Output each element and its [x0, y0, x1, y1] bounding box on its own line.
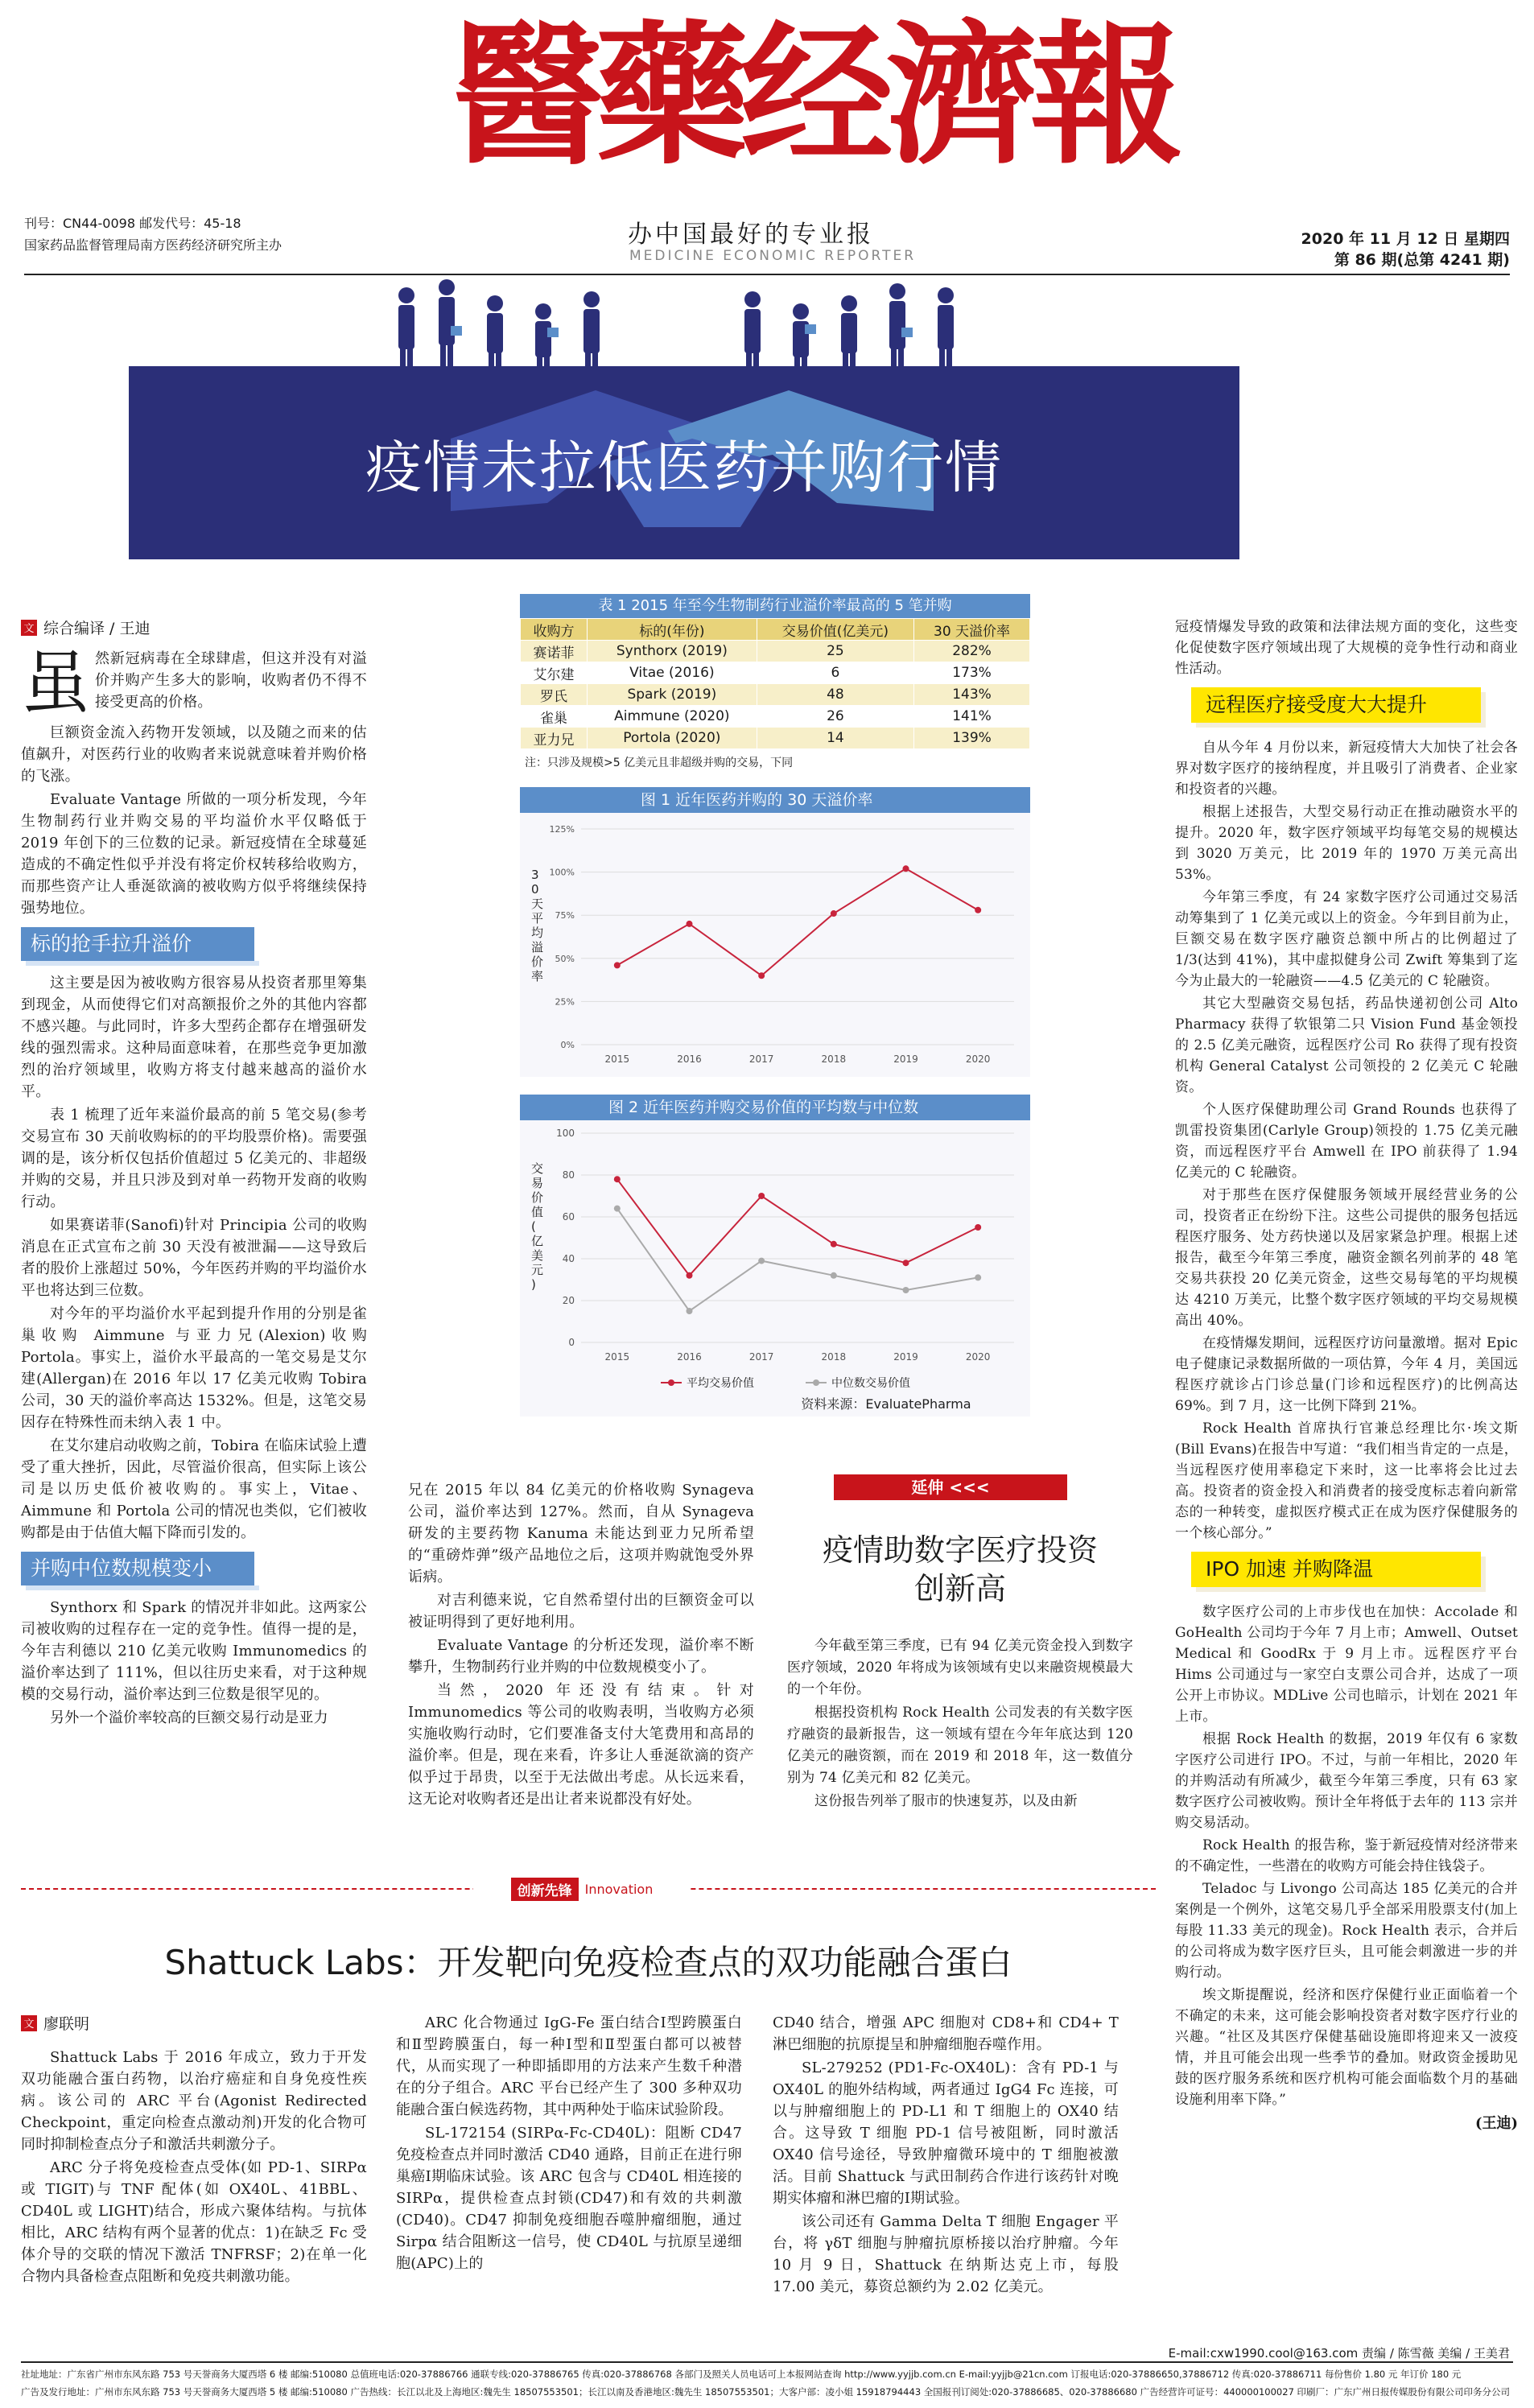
y-axis-label: 3 0 天平均溢价率	[531, 868, 544, 983]
x-tick-label: 2019	[893, 1351, 918, 1363]
lead-paragraph: 然新冠病毒在全球肆虐，但这并没有对溢价并购产生多大的影响，收购者仍不得不接受更高的价格。	[95, 650, 367, 711]
table-1-title: 表 1 2015 年至今生物制药行业溢价率最高的 5 笔并购	[520, 594, 1030, 618]
y-tick-label: 100%	[549, 867, 575, 878]
innovation-paragraph: Shattuck Labs 于 2016 年成立，致力于开发双功能融合蛋白药物，以治疗癌症和自身免疫性疾病。该公司的 ARC 平台(Agonist Redirected Checkpoint，重定向检查点激动剂)开发的化合物可同时抑制检查点分子和激活共刺激分子。	[21, 2049, 367, 2153]
table-header: 收购方	[521, 619, 588, 641]
table-cell: 48	[757, 684, 913, 706]
extension-paragraph: 根据上述报告，大型交易行动正在推动融资水平的提升。2020 年，数字医疗领域平均每笔交易的规模达到 3020 万美元，比 2019 年的 1970 万美元高出 53%。	[1175, 804, 1518, 883]
hero-banner	[129, 278, 1239, 588]
extension-paragraph: 冠疫情爆发导致的政策和法律法规方面的变化，这些变化促使数字医疗领域出现了大规模的竞争性行动和商业性活动。	[1175, 619, 1518, 677]
y-axis-label: 交易价值(亿美元)	[531, 1161, 544, 1292]
data-point	[614, 962, 621, 968]
data-point	[687, 1308, 693, 1314]
data-point	[903, 865, 909, 872]
x-tick-label: 2018	[821, 1351, 847, 1363]
table-1-note: 注：只涉及规模>5 亿美元且非超级并购的交易，下同	[520, 749, 1030, 775]
y-tick-label: 80	[562, 1169, 575, 1181]
x-tick-label: 2018	[821, 1054, 847, 1065]
table-cell: 赛诺菲	[521, 641, 588, 662]
lead-column-2	[408, 1479, 754, 1812]
lead-column-1	[21, 616, 367, 1730]
extension-column-right	[1175, 616, 1518, 2133]
section-heading-ipo: IPO 加速 并购降温	[1191, 1552, 1481, 1587]
chart-2	[520, 1095, 1030, 1416]
y-tick-label: 0	[568, 1337, 575, 1348]
y-tick-label: 75%	[555, 910, 575, 922]
section-heading-premium: 标的抢手拉升溢价	[21, 927, 254, 961]
data-point	[758, 1258, 765, 1264]
issue-date: 2020 年 11 月 12 日 星期四	[1301, 230, 1510, 248]
chart-2-plot	[520, 1120, 1030, 1416]
innovation-headline: Shattuck Labs：开发靶向免疫检查点的双功能融合蛋白	[164, 1943, 1012, 1982]
slogan: 办中国最好的专业报	[628, 221, 874, 249]
x-tick-label: 2017	[748, 1351, 774, 1363]
innovation-paragraph: CD40 结合，增强 APC 细胞对 CD8+和 CD4+ T 淋巴细胞的抗原提呈和肿瘤细胞吞噬作用。	[773, 2014, 1119, 2053]
lead-paragraph: Evaluate Vantage 的分析还发现，溢价率不断攀升，生物制药行业并购的中位数规模变小了。	[408, 1637, 754, 1676]
byline-author: 廖联明	[43, 2015, 90, 2033]
innovation-tag-box	[473, 1877, 691, 1901]
chart-2-title: 图 2 近年医药并购交易价值的平均数与中位数	[520, 1095, 1030, 1120]
hero-headline: 疫情未拉低医药并购行情	[365, 435, 1003, 501]
table-cell: 雀巢	[521, 706, 588, 728]
extension-paragraph: 根据 Rock Health 的数据，2019 年仅有 6 家数字医疗公司进行 IPO。不过，与前一年相比，2020 年的并购活动有所减少，截至今年第三季度，只有 63 家数字医疗公司被收购。预计全年将低于去年的 113 宗并购交易活动。	[1175, 1731, 1518, 1831]
innovation-tag-en: Innovation	[584, 1881, 654, 1897]
innovation-column-1	[21, 2012, 367, 2289]
byline-author: 综合编译 / 王迪	[43, 620, 151, 637]
table-cell: 139%	[914, 728, 1030, 749]
lead-paragraph: 另外一个溢价率较高的巨额交易行动是亚力	[50, 1709, 328, 1726]
y-tick-label: 100	[556, 1128, 575, 1139]
issue-number: 第 86 期(总第 4241 期)	[1334, 251, 1510, 269]
y-tick-label: 20	[562, 1295, 575, 1306]
legend-marker	[813, 1379, 819, 1386]
table-cell: 25	[757, 641, 913, 662]
data-point	[758, 1193, 765, 1199]
table-cell: 14	[757, 728, 913, 749]
table-header: 30 天溢价率	[914, 619, 1030, 641]
table-header: 交易价值(亿美元)	[757, 619, 913, 641]
table-cell: Aimmune (2020)	[587, 706, 757, 728]
chart-1-title: 图 1 近年医药并购的 30 天溢价率	[520, 787, 1030, 813]
y-tick-label: 0%	[560, 1040, 575, 1050]
chart-source: 资料来源：EvaluatePharma	[801, 1396, 971, 1412]
extension-paragraph: Rock Health 的报告称，鉴于新冠疫情对经济带来的不确定性，一些潜在的收购方可能会持住钱袋子。	[1175, 1837, 1518, 1874]
table-cell: Spark (2019)	[587, 684, 757, 706]
extension-paragraph: 根据投资机构 Rock Health 公司发表的有关数字医疗融资的最新报告，这一领域有望在今年年底达到 120 亿美元的融资额，而在 2019 和 2018 年，这一数值分别为 74 亿美元和 82 亿美元。	[787, 1705, 1133, 1786]
extension-paragraph: 数字医疗公司的上市步伐也在加快：Accolade 和 GoHealth 公司均于今年 7 月上市；Amwell、Outset Medical 和 GoodRx 于 9 月上市。远程医疗平台 Hims 公司通过与一家空白支票公司合并，达成了一项公开上市协议。MDLive 公司也暗示，计划在 2021 年上市。	[1175, 1604, 1518, 1725]
footer-rule	[21, 2361, 1513, 2363]
table-cell: 141%	[914, 706, 1030, 728]
y-tick-label: 60	[562, 1211, 575, 1223]
footer-line-1: 社址地址：广东省广州市东风东路 753 号天誉商务大厦西塔 6 楼 邮编:510080 总值班电话:020-37886766 通联专线:020-37886765 传真:020-37886768 各部门及照关人员电话可上本报网站查询 http://www.yyjjb.com.cn E-mail:yyjjb@21cn.com 订报电话:020-37886650,37886712 传真:020-37886711 每份售价 1.80 元 年订价 180 元	[21, 2369, 1462, 2380]
table-header: 标的(年份)	[587, 619, 757, 641]
masthead-title: 醫藥经濟報	[451, 6, 1176, 185]
table-cell: 173%	[914, 662, 1030, 684]
series-line	[617, 1209, 978, 1311]
legend-label: 平均交易价值	[687, 1377, 754, 1390]
legend-label: 中位数交易价值	[831, 1377, 910, 1390]
extension-paragraph: Teladoc 与 Livongo 公司高达 185 亿美元的合并案例是一个例外，这笔交易几乎全部采用股票支付(加上每股 11.33 美元的现金)。Rock Health 表示，合并后的公司将成为数字医疗巨头，且可能会刺激进一步的并购行动。	[1175, 1881, 1518, 1981]
data-point	[975, 1224, 981, 1231]
extension-paragraph: 其它大型融资交易包括，药品快递初创公司 Alto Pharmacy 获得了软银第二只 Vision Fund 基金领投的 2.5 亿美元融资，远程医疗公司 Ro 获得了现有投资机构 General Catalyst 公司领投的 2 亿美元 C 轮融资。	[1175, 996, 1518, 1095]
y-tick-label: 50%	[555, 953, 575, 964]
y-tick-label: 40	[562, 1253, 575, 1264]
section-heading-telehealth: 远程医疗接受度大大提升	[1191, 687, 1481, 723]
byline-tag: 文	[21, 620, 37, 636]
lead-paragraph: 在艾尔建启动收购之前，Tobira 在临床试验上遭受了重大挫折，因此，尽管溢价很高，但实际上该公司是以历史低价被收购的。事实上，Vitae、Aimmune 和 Portola 公司的情况也类似，它们被收购都是由于估值大幅下降而引发的。	[21, 1437, 367, 1541]
data-point	[687, 921, 693, 927]
table-cell: Vitae (2016)	[587, 662, 757, 684]
lead-byline	[21, 616, 367, 638]
x-tick-label: 2015	[604, 1054, 630, 1065]
table-row	[521, 641, 1030, 662]
x-tick-label: 2016	[677, 1054, 702, 1065]
data-point	[831, 1272, 837, 1279]
table-cell: 亚力兄	[521, 728, 588, 749]
data-point	[614, 1176, 621, 1182]
y-tick-label: 125%	[549, 824, 575, 835]
extension-author: (王迪)	[1474, 2115, 1518, 2132]
byline-tag: 文	[21, 2015, 37, 2031]
data-point	[614, 1206, 621, 1212]
extension-paragraph: 埃文斯提醒说，经济和医疗保健行业正面临着一个不确定的未来，这可能会影响投资者对数字医疗行业的兴趣。“社区及其医疗保健基础设施即将迎来又一波疫情，并且可能会出现一些季节的叠加。财政资金援助见鼓的医疗服务系统和医疗机构可能会面临数个月的基础设施利用率下降。”	[1175, 1987, 1518, 2108]
lead-paragraph: 巨额资金流入药物开发领域，以及随之而来的估值飙升，对医药行业的收购者来说就意味着并购价格的飞涨。	[21, 724, 367, 785]
innovation-paragraph: SL-279252 (PD1-Fc-OX40L)：含有 PD-1 与 OX40L 的胞外结构域，两者通过 IgG4 Fc 连接，可以与肿瘤细胞上的 PD-L1 和 T 细胞上的 OX40 结合。这导致 T 细胞 PD-1 信号被阻断，同时激活 OX40 信号途径，导致肿瘤微环境中的 T 细胞被激活。目前 Shattuck 与武田制药合作进行该药针对晚期实体瘤和淋巴瘤的Ⅰ期试验。	[773, 2060, 1119, 2207]
extension-paragraph: 对于那些在医疗保健服务领域开展经营业务的公司，投资者正在纷纷下注。这些公司提供的服务包括远程医疗服务、处方药快递以及居家紧急护理。根据上述报告，截至今年第三季度，融资金额名列前茅的 48 笔交易共获投 20 亿美元资金，这些交易每笔的平均规模达 4210 万美元，比整个数字医疗领域的平均交易规模高出 40%。	[1175, 1187, 1518, 1329]
masthead	[0, 0, 1534, 278]
table-row	[521, 728, 1030, 749]
x-tick-label: 2015	[604, 1351, 630, 1363]
table-1-grid	[520, 618, 1030, 749]
data-point	[903, 1260, 909, 1266]
innovation-paragraph: ARC 分子将免疫检查点受体(如 PD-1、SIRPα 或 TIGIT)与 TNF 配体(如 OX40L、41BBL、CD40L 或 LIGHT)结合，形成六聚体结构。与抗体相比，ARC 结构有两个显著的优点：1)在缺乏 Fc 受体介导的交联的情况下激活 TNFRSF；2)在单一化合物内具备检查点阻断和免疫共刺激功能。	[21, 2159, 367, 2285]
extension-column	[787, 1474, 1133, 1814]
lead-paragraph: 当然，2020 年还没有结束。针对 Immunomedics 等公司的收购表明，当收购方必须实施收购行动时，它们要准备支付大笔费用和高昂的溢价率。但是，现在来看，许多让人垂涎欲滴的资产似乎过于昂贵，以至于无法做出考虑。从长远来看，这无论对收购者还是出让者来说都没有好处。	[408, 1682, 754, 1808]
table-cell: 6	[757, 662, 913, 684]
x-tick-label: 2017	[748, 1054, 774, 1065]
innovation-column-3	[773, 2012, 1119, 2299]
x-tick-label: 2020	[965, 1054, 991, 1065]
lead-paragraph: Evaluate Vantage 所做的一项分析发现，今年生物制药行业并购交易的平均溢价水平仅略低于 2019 年创下的三位数的记录。新冠疫情在全球蔓延造成的不确定性似乎并没有将定价权转移给收购方，而那些资产让人垂涎欲滴的被收购方似乎将继续保持强势地位。	[21, 791, 367, 917]
y-tick-label: 25%	[555, 996, 575, 1008]
drop-cap: 虽	[21, 643, 90, 724]
innovation-paragraph: ARC 化合物通过 IgG-Fe 蛋白结合Ⅰ型跨膜蛋白和Ⅱ型跨膜蛋白，每一种Ⅰ型和Ⅱ型蛋白都可以被替代，从而实现了一种即插即用的方法来产生数千种潜在的分子组合。ARC 平台已经产生了 300 多种双功能融合蛋白候选药物，其中两种处于临床试验阶段。	[396, 2014, 742, 2118]
lead-paragraph: 兄在 2015 年以 84 亿美元的价格收购 Synageva 公司，溢价率达到 127%。然而，自从 Synageva 研发的主要药物 Kanuma 未能达到亚力兄所希望的“重磅炸弹”级产品地位之后，这项并购就饱受外界诟病。	[408, 1482, 754, 1585]
table-cell: 艾尔建	[521, 662, 588, 684]
extension-paragraph: 这份报告列举了服市的快速复苏，以及由新	[814, 1793, 1078, 1809]
table-cell: 282%	[914, 641, 1030, 662]
footer-credit: E-mail:cxw1990.cool@163.com 责编 / 陈雪薇 美编 / 王美君	[1168, 2346, 1510, 2361]
chart-1-plot	[520, 813, 1030, 1077]
issue-code: 刊号：CN44-0098 邮发代号：45-18	[24, 216, 241, 231]
lead-paragraph: Synthorx 和 Spark 的情况并非如此。这两家公司被收购的过程存在一定的竞争性。值得一提的是，今年吉利德以 210 亿美元收购 Immunomedics 的溢价率达到了 111%，但以往历史来看，对于这种规模的交易行动，溢价率达到三位数是很罕见的。	[21, 1599, 367, 1703]
series-line	[617, 868, 978, 975]
table-cell: 罗氏	[521, 684, 588, 706]
data-point	[758, 972, 765, 979]
masthead-rule	[24, 274, 1510, 275]
extension-headline-2: 创新高	[913, 1571, 1006, 1606]
data-point	[903, 1287, 909, 1293]
extension-headline-1: 疫情助数字医疗投资	[822, 1532, 1098, 1568]
extension-paragraph: 个人医疗保健助理公司 Grand Rounds 也获得了凯雷投资集团(Carlyle Group)领投的 1.75 亿美元融资，而远程医疗平台 Amwell 在 IPO 前获得了 1.94 亿美元的 C 轮融资。	[1175, 1102, 1518, 1181]
sponsor-line: 国家药品监督管理局南方医药经济研究所主办	[24, 237, 282, 253]
table-cell: Portola (2020)	[587, 728, 757, 749]
table-cell: 26	[757, 706, 913, 728]
extension-paragraph: Rock Health 首席执行官兼总经理比尔·埃文斯(Bill Evans)在报告中写道：“我们相当肯定的一点是，当远程医疗使用率稳定下来时，这一比率将会比过去高。投资者的资金投入和消费者的接受度标志着向新常态的一种转变，虚拟医疗模式正在成为医疗保健服务的一个核心部分。”	[1175, 1420, 1518, 1541]
section-heading-median: 并购中位数规模变小	[21, 1552, 254, 1585]
data-point	[831, 910, 837, 917]
innovation-tag: 创新先锋	[511, 1878, 579, 1901]
legend-marker	[668, 1379, 674, 1386]
x-tick-label: 2020	[965, 1351, 991, 1363]
table-1	[520, 594, 1030, 775]
data-point	[975, 907, 981, 913]
lead-paragraph: 对吉利德来说，它自然希望付出的巨额资金可以被证明得到了更好地利用。	[408, 1592, 754, 1631]
lead-paragraph: 对今年的平均溢价水平起到提升作用的分别是雀巢收购 Aimmune 与亚力兄(Alexion)收购 Portola。事实上，溢价水平最高的一笔交易是艾尔建(Allergan)在 2016 年以 17 亿美元收购 Tobira 公司，30 天的溢价率高达 1532%。但是，这笔交易因存在特殊性而未纳入表 1 中。	[21, 1305, 367, 1431]
extension-paragraph: 在疫情爆发期间，远程医疗访问量激增。据对 Epic 电子健康记录数据所做的一项估算，今年 4 月，美国远程医疗就诊占门诊总量(门诊和远程医疗)的比例高达 69%。到 7 月，这一比例下降到 21%。	[1175, 1335, 1518, 1414]
innovation-paragraph: SL-172154 (SIRPα-Fc-CD40L)：阻断 CD47 免疫检查点并同时激活 CD40 通路，目前正在进行卵巢癌Ⅰ期临床试验。该 ARC 包含与 CD40L 相连接的 SIRPα，提供检查点封锁(CD47)和有效的共刺激(CD40)。CD47 抑制免疫细胞吞噬肿瘤细胞，通过 Sirpα 结合阻断这一信号，使 CD40L 与抗原呈递细胞(APC)上的	[396, 2125, 742, 2272]
table-cell: Synthorx (2019)	[587, 641, 757, 662]
extension-paragraph: 自从今年 4 月份以来，新冠疫情大大加快了社会各界对数字医疗的接纳程度，并且吸引了消费者、企业家和投资者的兴趣。	[1175, 740, 1518, 798]
lead-paragraph: 如果赛诺菲(Sanofi)针对 Principia 公司的收购消息在正式宣布之前 30 天没有被泄漏——这导致后者的股价上涨超过 50%，今年医药并购的平均溢价水平也将达到三位数。	[21, 1217, 367, 1299]
x-tick-label: 2019	[893, 1054, 918, 1065]
lead-paragraph: 表 1 梳理了近年来溢价最高的前 5 笔交易(参考交易宣布 30 天前收购标的的平均股票价格)。需要强调的是，该分析仅包括价值超过 5 亿美元的、非超级并购的交易，并且只涉及到对单一药物开发商的收购行动。	[21, 1107, 367, 1210]
table-row	[521, 706, 1030, 728]
extension-paragraph: 今年截至第三季度，已有 94 亿美元资金投入到数字医疗领域，2020 年将成为该领域有史以来融资规模最大的一个年份。	[787, 1638, 1133, 1697]
data-point	[687, 1272, 693, 1279]
table-row	[521, 662, 1030, 684]
table-cell: 143%	[914, 684, 1030, 706]
footer-line-2: 广告及发行地址：广州市东风东路 753 号天誉商务大厦西塔 5 楼 邮编:510080 广告热线：长江以北及上海地区:魏先生 18507553501；长江以南及香港地区:魏先生 18507553501；大客户部：凌小姐 15918794443 全国报刊订阅处:020-37886685、020-37886680 广告经营许可证号：440000100027 印刷厂：广东广州日报传媒股份有限公司印务分公司	[21, 2386, 1511, 2398]
data-point	[831, 1241, 837, 1247]
lead-paragraph: 这主要是因为被收购方很容易从投资者那里筹集到现金，从而使得它们对高额报价之外的其他内容都不感兴趣。与此同时，许多大型药企都存在增强研发线的强烈需求。这种局面意味着，在那些竞争更加激烈的治疗领域里，收购方将支付越来越高的溢价水平。	[21, 975, 367, 1100]
series-line	[617, 1179, 978, 1276]
innovation-column-2	[396, 2012, 742, 2276]
innovation-paragraph: 该公司还有 Gamma Delta T 细胞 Engager 平台，将 γδT 细胞与肿瘤抗原桥接以治疗肿瘤。今年 10 月 9 日，Shattuck 在纳斯达克上市，每股 17.00 美元，募资总额约为 2.02 亿美元。	[773, 2213, 1119, 2295]
innovation-byline	[21, 2012, 367, 2034]
table-row	[521, 684, 1030, 706]
data-point	[975, 1274, 981, 1280]
slogan-en: MEDICINE ECONOMIC REPORTER	[629, 248, 917, 264]
extension-paragraph: 今年第三季度，有 24 家数字医疗公司通过交易活动筹集到了 1 亿美元或以上的资金。今年到目前为止，巨额交易在数字医疗融资总额中所占的比例超过了 1/3(达到 41%)，其中虚拟健身公司 Zwift 筹集到了迄今为止最大的一轮融资——4.5 亿美元的 C 轮融资。	[1175, 889, 1518, 989]
chart-1	[520, 787, 1030, 1077]
x-tick-label: 2016	[677, 1351, 702, 1363]
extension-tag: 延伸 <<<	[834, 1474, 1067, 1500]
